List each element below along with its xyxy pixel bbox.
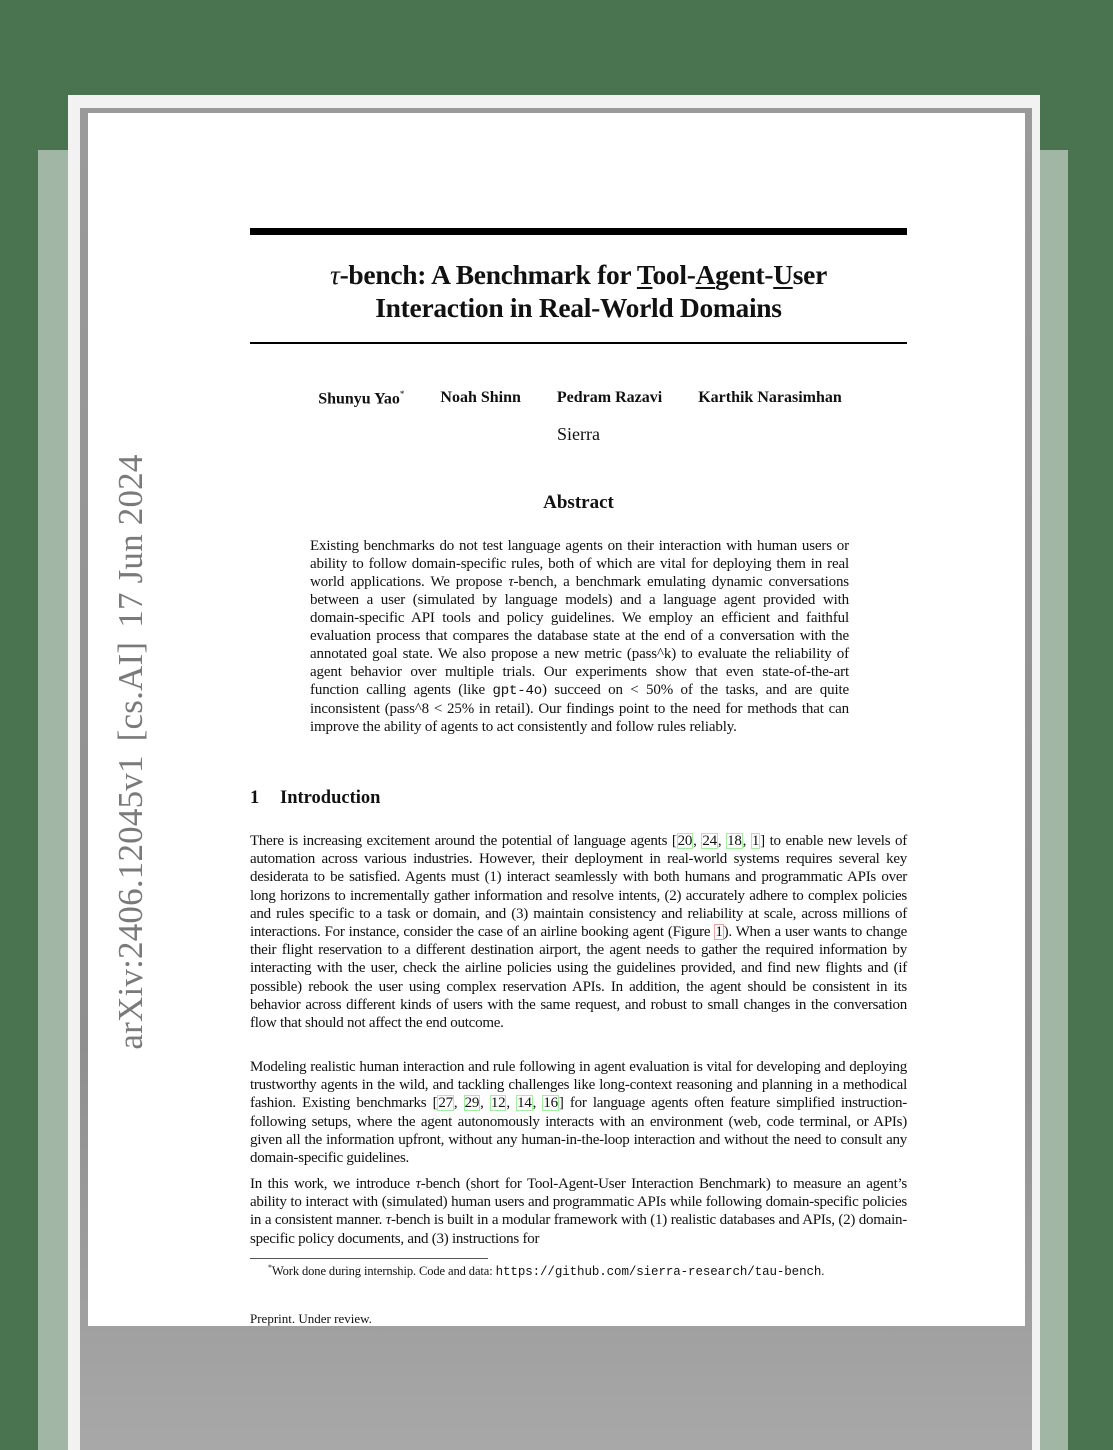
github-url-link[interactable]: https://github.com/sierra-research/tau-bench [495,1265,822,1280]
arxiv-stamp [111,440,151,1049]
intro-paragraph-2: Modeling realistic human interaction and rule following in agent evaluation is vital for developing and deploying trustworthy agents in the wild, and tackling challenges like long-context reasoning and planning in a methodical fashion. Existing benchmarks [27, 29, 12, 14, 16] for language agents often feature simplified instruction-following setups, where the agent autonomously interacts with an environment (web, code terminal, or APIs) given all the information upfront, without any human-in-the-loop interaction and without the need to consult any domain-specific guidelines. [250,1059,907,1167]
citation-link[interactable]: 16 [543,1095,558,1112]
tau-symbol: τ [330,259,340,290]
citation-link[interactable]: 29 [464,1095,480,1112]
code-model-name: gpt-4o [492,683,543,699]
footnote-rule [250,1258,488,1259]
intro-paragraph-3: In this work, we introduce τ-bench (short for Tool-Agent-User Interaction Benchmark) to measure an agent’s ability to interact with (simulated) human users and programmatic APIs while following domain-specific policies in a consistent manner. τ-bench is built in a modular framework with (1) realistic databases and APIs, (2) domain-specific policy documents, and (3) instructions for [250,1176,907,1247]
preprint-note: Preprint. Under review. [250,1311,372,1326]
citation-link[interactable]: 20 [677,833,693,849]
author: Noah Shinn [440,389,521,406]
title-rule-top [250,228,907,235]
arxiv-date: 17 Jun 2024 [111,454,150,628]
author-list [290,389,870,408]
citation-link[interactable]: 18 [727,833,742,849]
footnote: *Work done during internship. Code and data: https://github.com/sierra-research/tau-bench. [268,1263,825,1280]
section-heading-introduction: 1 Introduction [250,788,381,808]
citation-link[interactable]: 24 [702,833,717,849]
author: Karthik Narasimhan [698,389,842,406]
citation-link[interactable]: 27 [438,1095,453,1112]
arxiv-category: [cs.AI] [111,641,150,742]
intro-paragraph-1: There is increasing excitement around the potential of language agents [20, 24, 18, 1] to enable new levels of automation across various industries. However, their deployment in real-world systems requires several key desiderata to be satisfied. Agents must (1) interact seamlessly with both humans and programmatic APIs over long horizons to incrementally gather information and resolve intents, (2) accurately adhere to complex policies and rules specific to a task or domain, and (3) maintain consistency and reliability at scale, across millions of interactions. For instance, consider the case of an airline booking agent (Figure 1). When a user wants to change their flight reservation to a different destination airport, the agent needs to gather the required information by interacting with the user, check the airline policies using the guidelines provided, and find new flights and (if possible) rebook the user using complex reservation APIs. In addition, the agent should be consistent in its behavior across different kinds of users with the same request, and robust to small changes in the conversation flow that should not affect the end outcome. [250,833,908,1032]
title-rule-bottom [250,342,907,344]
paper-title: τ-bench: A Benchmark for Tool-Agent-User Interaction in Real-World Domains [330,259,827,323]
author: Shunyu Yao* [318,389,405,408]
title-line-2: Interaction in Real-World Domains [375,292,782,323]
affiliation: Sierra [557,424,600,444]
arxiv-id: arXiv:2406.12045v1 [111,755,150,1050]
figure-reference-link[interactable]: 1 [715,924,723,941]
citation-link[interactable]: 14 [517,1095,532,1112]
abstract-body: Existing benchmarks do not test language agents on their interaction with human users or ability to follow domain-specific rules, both of which are vital for deploying them in real world applications. We propose τ-bench, a benchmark emulating dynamic conversations between a user (simulated by language models) and a language agent provided with domain-specific API tools and policy guidelines. We employ an efficient and faithful evaluation process that compares the database state at the end of a conversation with the annotated goal state. We also propose a new metric (pass^k) to evaluate the reliability of agent behavior over multiple trials. Our experiments show that even state-of-the-art function calling agents (like gpt-4o) succeed on < 50% of the tasks, and are quite inconsistent (pass^8 < 25% in retail). Our findings point to the need for methods that can improve the ability of agents to act consistently and follow rules reliably. [310,538,849,735]
citation-link[interactable]: 1 [751,833,760,849]
author: Pedram Razavi [556,389,663,406]
abstract-heading: Abstract [543,492,614,513]
citation-link[interactable]: 12 [490,1095,506,1112]
